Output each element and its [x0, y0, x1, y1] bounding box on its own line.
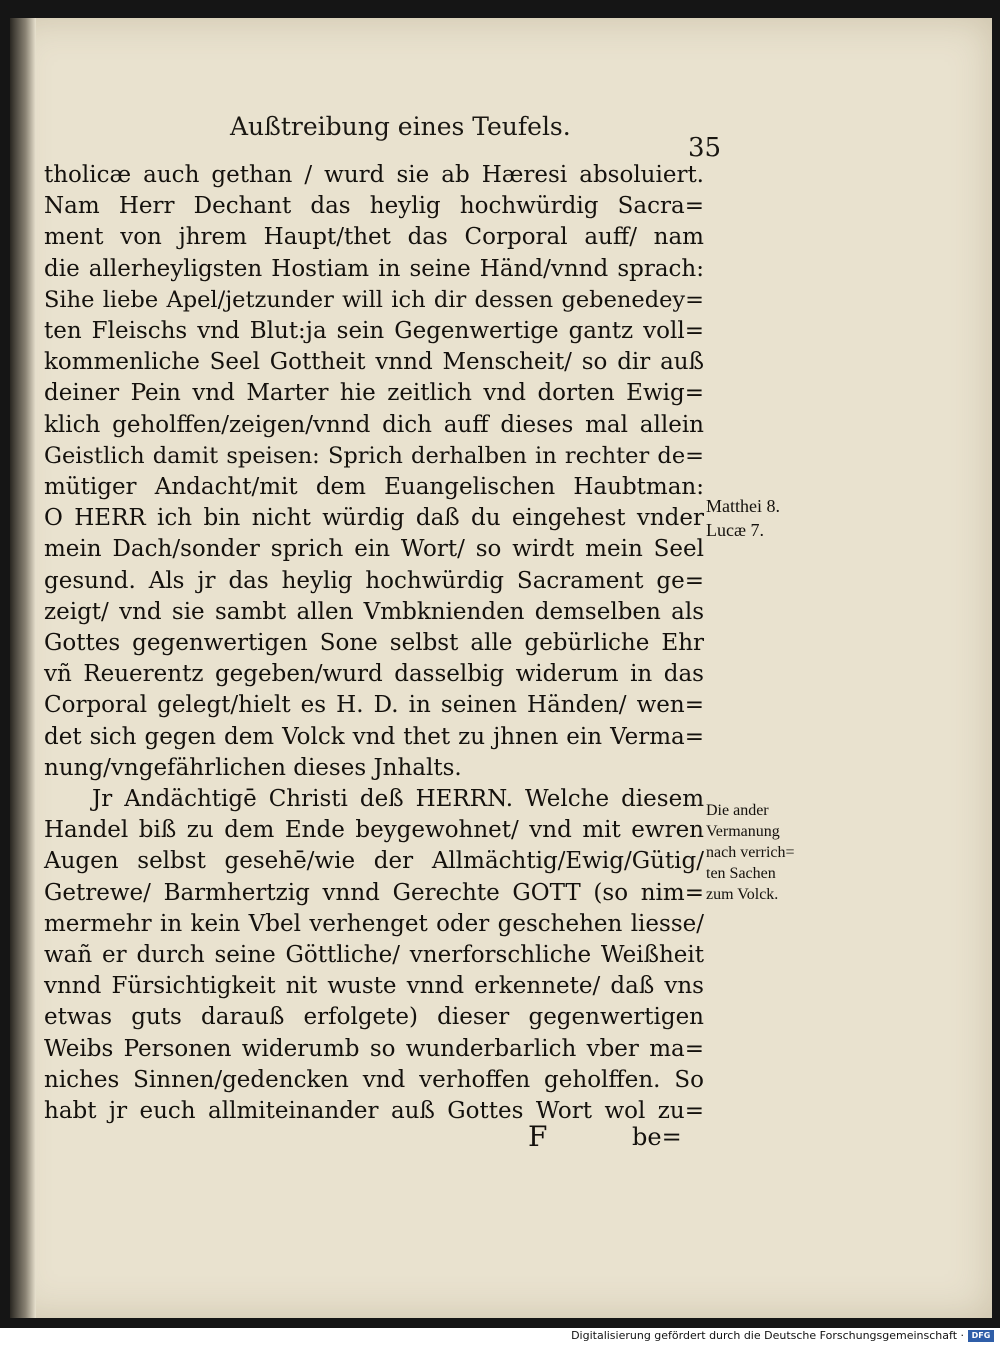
footer-bar	[0, 1328, 1000, 1345]
margin-note-scripture	[706, 494, 780, 542]
margin-note-line: Lucæ 7.	[706, 520, 764, 540]
margin-note-line: Vermanung	[706, 823, 780, 840]
text-line: deiner Pein vnd Marter hie zeitlich vnd dorten Ewig=	[44, 380, 704, 407]
text-line: ment von jhrem Haupt/thet das Corporal auff/ nam	[44, 224, 704, 251]
text-line: kommenliche Seel Gottheit vnnd Menscheit/ so dir auß	[44, 349, 704, 376]
margin-note-line: ten Sachen	[706, 865, 776, 882]
text-line: Sihe liebe Apel/jetzunder will ich dir dessen gebenedey=	[44, 286, 704, 313]
text-line: Weibs Personen widerumb so wunderbarlich vber ma=	[44, 1035, 704, 1062]
text-line: klich geholffen/zeigen/vnnd dich auff dieses mal allein	[44, 411, 704, 438]
text-line: gesund. Als jr das heylig hochwürdig Sacrament ge=	[44, 567, 704, 594]
text-line: wañ er durch seine Göttliche/ vnerforschliche Weißheit	[44, 942, 704, 969]
text-line: Nam Herr Dechant das heylig hochwürdig Sacra=	[44, 193, 704, 220]
funding-credit: Digitalisierung gefördert durch die Deutsche Forschungsgemeinschaft ·	[571, 1329, 964, 1342]
text-line: ten Fleischs vnd Blut:ja sein Gegenwertige gantz voll=	[44, 318, 704, 345]
margin-note-line: nach verrich=	[706, 844, 795, 861]
text-line: vñ Reuerentz gegeben/wurd dasselbig widerum in das	[44, 661, 704, 688]
signature-mark: F	[528, 1120, 548, 1153]
paragraph-start-line: Jr Andächtigē Christi deß HERRN. Welche diesem	[92, 786, 704, 813]
text-line: nung/vngefährlichen dieses Jnhalts.	[44, 754, 462, 781]
text-line: vnnd Fürsichtigkeit nit wuste vnnd erkennete/ daß vns	[44, 973, 704, 1000]
text-line: Geistlich damit speisen: Sprich derhalben in rechter de=	[44, 442, 704, 469]
text-line: Gottes gegenwertigen Sone selbst alle gebürliche Ehr	[44, 630, 704, 657]
text-line: Handel biß zu dem Ende beygewohnet/ vnd mit ewren	[44, 817, 704, 844]
text-line: etwas guts darauß erfolgete) dieser gegenwertigen	[44, 1004, 704, 1031]
text-line: habt jr euch allmiteinander auß Gottes Wort wol zu=	[44, 1098, 704, 1125]
text-line: Corporal gelegt/hielt es H. D. in seinen Händen/ wen=	[44, 692, 704, 719]
text-line: det sich gegen dem Volck vnd thet zu jhnen ein Verma=	[44, 723, 704, 750]
margin-note-line: zum Volck.	[706, 886, 779, 903]
text-line: mein Dach/sonder sprich ein Wort/ so wirdt mein Seel	[44, 536, 704, 563]
text-line: Augen selbst gesehē/wie der Allmächtig/Ewig/Gütig/	[44, 848, 704, 875]
margin-note-line: Matthei 8.	[706, 496, 780, 516]
dfg-logo: DFG	[968, 1330, 994, 1342]
text-line: zeigt/ vnd sie sambt allen Vmbknienden demselben als	[44, 598, 704, 625]
margin-note-admonition	[706, 800, 795, 905]
text-line: mermehr in kein Vbel verhenget oder geschehen liesse/	[44, 910, 704, 937]
page-number: 35	[688, 133, 722, 163]
catchword: be=	[632, 1123, 682, 1151]
text-line: tholicæ auch gethan / wurd sie ab Hæresi absoluiert.	[44, 162, 704, 188]
text-line: die allerheyligsten Hostiam in seine Händ/vnnd sprach:	[44, 255, 704, 282]
running-head: Außtreibung eines Teufels.	[230, 112, 571, 141]
text-line: O HERR ich bin nicht würdig daß du eingehest vnder	[44, 505, 704, 532]
margin-note-line: Die ander	[706, 802, 769, 819]
text-line: mütiger Andacht/mit dem Euangelischen Haubtman:	[44, 474, 704, 501]
page-gutter	[10, 18, 36, 1318]
text-line: niches Sinnen/gedencken vnd verhoffen geholffen. So	[44, 1066, 704, 1093]
text-line: Getrewe/ Barmhertzig vnnd Gerechte GOTT (so nim=	[44, 879, 704, 906]
body-text	[44, 160, 704, 1127]
